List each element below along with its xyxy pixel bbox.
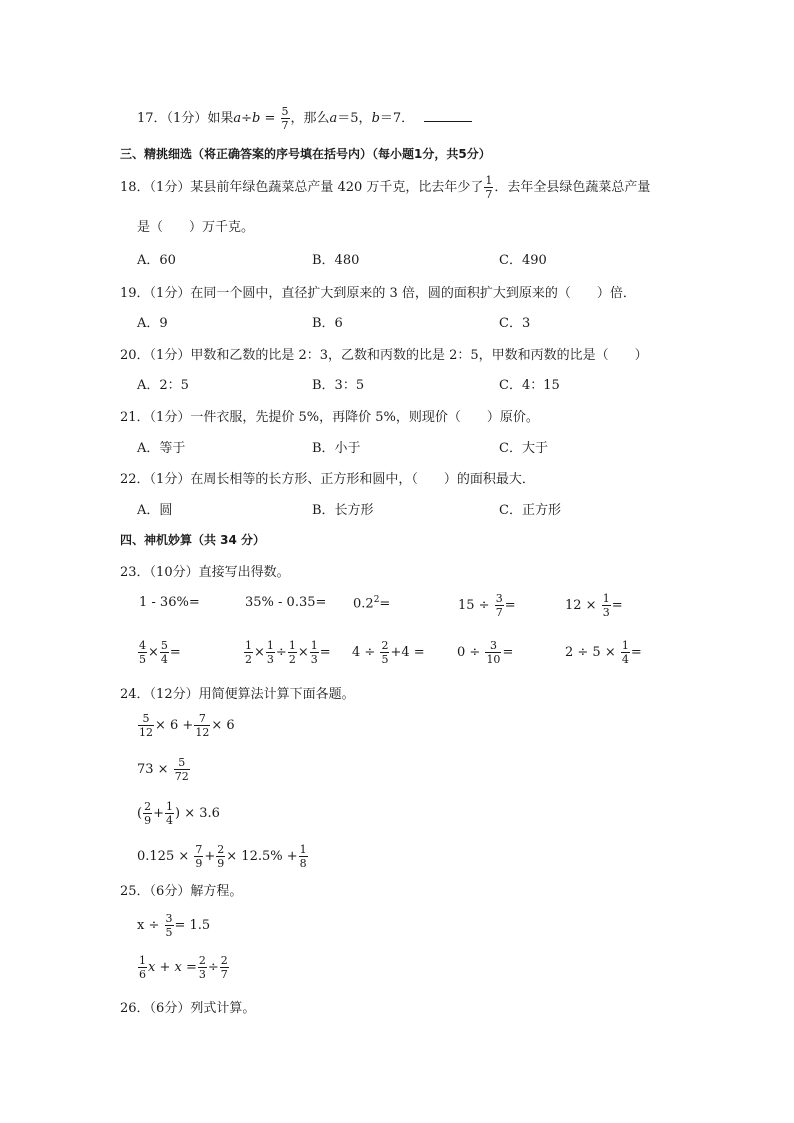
numerator: 1 — [266, 639, 274, 652]
expression — [137, 841, 309, 873]
numerator: 2 — [198, 954, 206, 967]
numerator: 2 — [381, 639, 389, 652]
denominator: 3 — [198, 968, 206, 981]
fraction — [194, 713, 210, 738]
denominator: 4 — [165, 814, 173, 827]
fraction — [198, 955, 207, 980]
expr-text: ( — [137, 806, 143, 821]
option-a[interactable]: A．圆 — [137, 503, 173, 518]
calc-text: 35% - 0.35= — [245, 595, 327, 610]
operator: + — [204, 849, 216, 864]
numerator: 1 — [485, 174, 493, 187]
fraction — [484, 175, 493, 200]
denominator: 5 — [139, 653, 146, 666]
denominator: 3 — [602, 606, 610, 619]
calc-item — [137, 637, 181, 669]
numerator: 1 — [602, 592, 610, 605]
fraction — [244, 640, 253, 665]
calc-text: = — [319, 645, 331, 660]
answer-blank[interactable] — [424, 111, 472, 122]
numerator: 1 — [299, 843, 307, 856]
expr-text: x ÷ — [137, 918, 164, 933]
equation — [137, 952, 230, 984]
expr-text: = 1.5 — [174, 918, 211, 933]
fraction — [621, 640, 630, 665]
fraction — [165, 913, 174, 938]
expr-text: 73 × — [137, 762, 173, 777]
question-26: 26．（6分）列式计算。 — [120, 1001, 256, 1016]
calc-text: 2 ÷ 5 × — [565, 645, 620, 660]
fraction — [174, 757, 190, 782]
question-19: 19．（1分）在同一个圆中，直径扩大到原来的 3 倍，圆的面积扩大到原来的（ ）倍． — [120, 286, 636, 301]
expr-text: × 6 + — [155, 718, 194, 733]
option-b[interactable]: B．3：5 — [312, 378, 365, 393]
option-a[interactable]: A．60 — [137, 253, 176, 268]
calc-item — [139, 595, 200, 610]
numerator: 2 — [220, 954, 228, 967]
q18-line2: 是（ ）万千克。 — [137, 220, 255, 235]
option-a[interactable]: A．9 — [137, 316, 168, 331]
fraction — [310, 640, 319, 665]
denominator: 72 — [174, 770, 189, 783]
fraction — [160, 640, 169, 665]
numerator: 4 — [139, 639, 146, 652]
calc-text: 4 ÷ — [352, 645, 380, 660]
option-a[interactable]: A．等于 — [137, 441, 186, 456]
fraction — [165, 801, 174, 826]
calc-text: 0 ÷ — [457, 645, 485, 660]
var-a: a — [329, 111, 338, 126]
calc-text: +4 = — [390, 645, 425, 660]
div-sign: ÷ — [241, 111, 252, 126]
q18-text: 18．（1分）某县前年绿色蔬菜总产量 420 万千克，比去年少了 — [120, 180, 484, 195]
numerator: 3 — [489, 639, 497, 652]
numerator: 2 — [144, 800, 152, 813]
numerator: 1 — [621, 639, 629, 652]
denominator: 7 — [220, 968, 228, 981]
denominator: 4 — [160, 653, 168, 666]
calc-item — [458, 590, 516, 622]
text: ＝5， — [337, 111, 372, 126]
calc-item — [352, 637, 425, 669]
fraction — [266, 640, 275, 665]
calc-text: = — [502, 645, 514, 660]
denominator: 2 — [288, 653, 296, 666]
expr-text: x + x = — [148, 960, 197, 975]
question-23: 23．（10分）直接写出得数。 — [120, 565, 290, 580]
fraction — [143, 801, 152, 826]
numerator: 1 — [245, 639, 252, 652]
expr-text: ) × 3.6 — [174, 806, 220, 821]
expr-text: × 12.5% + — [226, 849, 298, 864]
calc-item — [457, 637, 513, 669]
fraction — [216, 844, 225, 869]
denominator: 5 — [381, 653, 389, 666]
numerator: 5 — [142, 712, 150, 725]
question-20: 20．（1分）甲数和乙数的比是 2：3，乙数和丙数的比是 2：5，甲数和丙数的比是（ ） — [120, 348, 648, 363]
numerator: 5 — [281, 105, 289, 118]
denominator: 12 — [139, 726, 153, 739]
text: ，那么 — [290, 111, 330, 126]
numerator: 1 — [310, 639, 318, 652]
denominator: 5 — [165, 926, 173, 939]
numerator: 1 — [288, 639, 296, 652]
denominator: 4 — [621, 653, 629, 666]
operator: × — [254, 645, 265, 660]
operator: × — [297, 645, 309, 660]
option-c[interactable]: C．4：15 — [499, 378, 560, 393]
denominator: 6 — [139, 968, 146, 981]
fraction — [281, 106, 290, 131]
fraction — [194, 844, 203, 869]
numerator: 5 — [160, 639, 168, 652]
numerator: 7 — [198, 712, 206, 725]
fraction — [220, 955, 229, 980]
expr-text: × 6 — [211, 718, 235, 733]
var-b: b — [371, 111, 380, 126]
operator: ÷ — [275, 645, 287, 660]
denominator: 3 — [310, 653, 318, 666]
fraction — [380, 640, 389, 665]
q18-text: ．去年全县绿色蔬菜总产量 — [494, 180, 651, 195]
denominator: 9 — [195, 857, 203, 870]
denominator: 7 — [281, 119, 289, 132]
denominator: 7 — [485, 188, 493, 201]
option-c[interactable]: C．正方形 — [499, 503, 561, 518]
numerator: 1 — [165, 800, 173, 813]
denominator: 12 — [195, 726, 210, 739]
option-c[interactable]: C．3 — [499, 316, 531, 331]
calc-item — [245, 595, 326, 610]
option-c[interactable]: C．490 — [499, 253, 547, 268]
exponent: 2 — [373, 595, 380, 605]
section-3-title: 三、精挑细选（将正确答案的序号填在括号内）（每小题1分，共5分） — [120, 147, 491, 161]
question-24: 24．（12分）用简便算法计算下面各题。 — [120, 687, 355, 702]
option-c[interactable]: C．大于 — [499, 441, 548, 456]
calc-item — [565, 637, 642, 669]
option-b[interactable]: B．480 — [312, 253, 360, 268]
denominator: 2 — [245, 653, 252, 666]
denominator: 8 — [299, 857, 307, 870]
operator: + — [153, 806, 164, 821]
numerator: 5 — [178, 756, 186, 769]
expr-text: 0.125 × — [137, 849, 194, 864]
expression — [137, 754, 191, 786]
question-25: 25．（6分）解方程。 — [120, 884, 243, 899]
option-b[interactable]: B．6 — [312, 316, 343, 331]
var-b: b — [252, 111, 261, 126]
operator: × — [148, 645, 159, 660]
calc-text: 0.2 — [353, 596, 374, 612]
calc-text: = — [611, 598, 623, 613]
numerator: 1 — [139, 954, 146, 967]
calc-text: = — [630, 645, 642, 660]
calc-text: = — [169, 645, 181, 660]
calc-item — [353, 595, 390, 611]
option-a[interactable]: A．2：5 — [137, 378, 189, 393]
option-b[interactable]: B．长方形 — [312, 503, 374, 518]
question-22: 22．（1分）在周长相等的长方形、正方形和圆中，（ ）的面积最大． — [120, 472, 535, 487]
question-18 — [120, 175, 650, 201]
var-a: a — [233, 111, 242, 126]
calc-item — [565, 590, 623, 622]
question-21: 21．（1分）一件衣服，先提价 5%，再降价 5%，则现价（ ）原价。 — [120, 410, 539, 425]
expression — [137, 710, 235, 742]
text: ＝7． — [379, 111, 415, 126]
numerator: 7 — [195, 843, 203, 856]
fraction — [602, 593, 611, 618]
denominator: 7 — [495, 606, 503, 619]
fraction — [138, 640, 147, 665]
denominator: 9 — [217, 857, 225, 870]
numerator: 2 — [217, 843, 225, 856]
operator: ÷ — [207, 960, 219, 975]
calc-text: = — [504, 598, 516, 613]
expression — [137, 798, 220, 830]
numerator: 3 — [495, 592, 503, 605]
numerator: 3 — [165, 912, 173, 925]
fraction — [288, 640, 297, 665]
calc-text: = — [379, 596, 391, 612]
calc-text: 12 × — [565, 598, 601, 613]
q17-number: 17．（1分）如果 — [137, 111, 234, 126]
fraction — [138, 713, 154, 738]
equation — [137, 910, 210, 942]
denominator: 3 — [266, 653, 274, 666]
option-b[interactable]: B．小于 — [312, 441, 361, 456]
calc-item — [243, 637, 331, 669]
fraction — [299, 844, 308, 869]
denominator: 10 — [486, 653, 501, 666]
denominator: 9 — [144, 814, 152, 827]
fraction — [138, 955, 147, 980]
equals: = — [260, 111, 280, 126]
section-4-title: 四、神机妙算（共 34 分） — [120, 533, 266, 547]
fraction — [495, 593, 504, 618]
question-17 — [137, 106, 472, 130]
calc-text: 15 ÷ — [458, 598, 494, 613]
fraction — [485, 640, 501, 665]
calc-text: 1 - 36%= — [139, 595, 200, 610]
